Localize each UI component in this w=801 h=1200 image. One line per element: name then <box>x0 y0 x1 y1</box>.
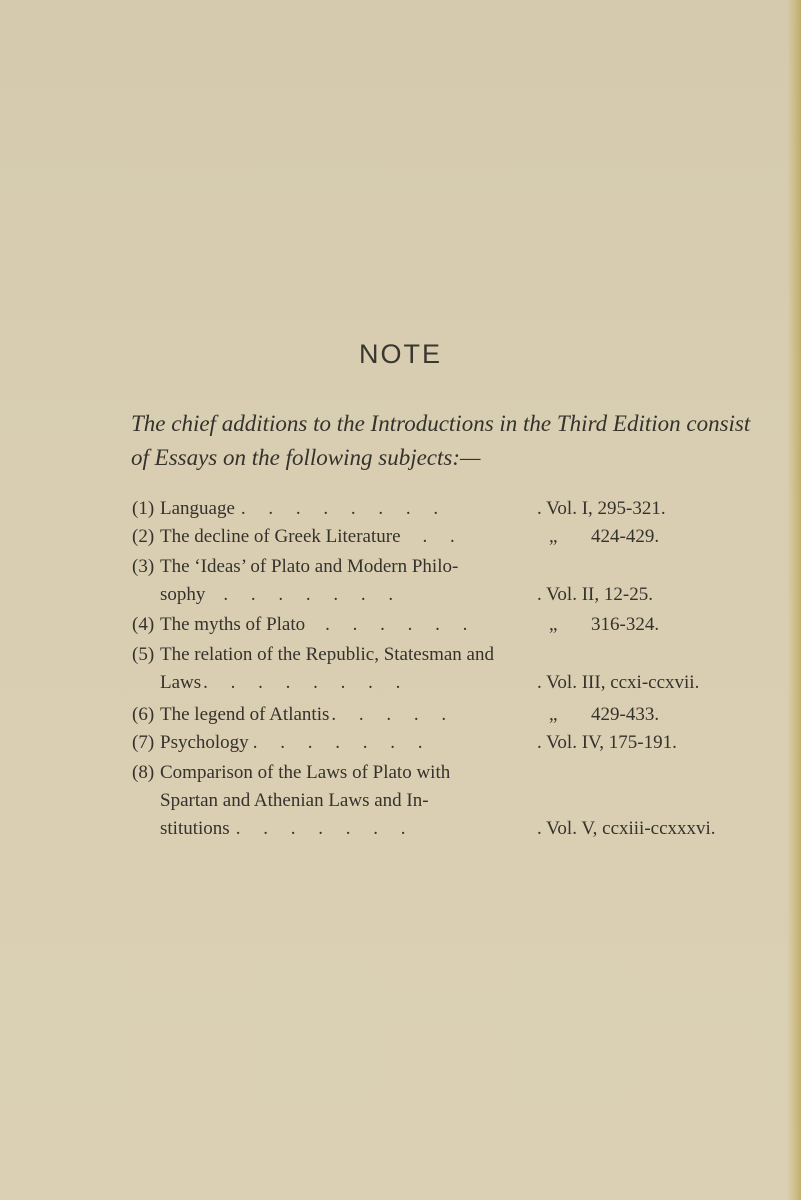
leader-dots: . . . . . . . . <box>203 672 410 693</box>
essay-list <box>132 498 772 839</box>
item-number: (6) <box>132 704 155 725</box>
volume-reference: . Vol. V, ccxiii-ccxxxvi. <box>537 818 716 839</box>
list-item <box>132 614 772 642</box>
volume-reference <box>539 614 659 636</box>
volume-reference <box>539 526 659 548</box>
item-title: Language <box>160 498 235 519</box>
list-item <box>132 526 772 554</box>
list-item-continuation <box>132 790 772 818</box>
volume-reference: . Vol. III, ccxi-ccxvii. <box>537 672 700 693</box>
item-title-continued: Laws <box>160 672 202 693</box>
leader-dots: . . . . . . <box>325 614 477 635</box>
list-item <box>132 498 772 526</box>
list-item-continuation <box>132 818 772 846</box>
volume-reference: . Vol. II, 12-25. <box>537 584 653 605</box>
list-item <box>132 704 772 732</box>
volume-reference <box>539 704 659 726</box>
volume-reference: . Vol. I, 295-321. <box>537 498 666 519</box>
leader-dots: . . . . . . . <box>223 584 403 605</box>
leader-dots: . . . . . . . . <box>240 498 448 519</box>
item-title: The legend of Atlantis <box>160 704 330 725</box>
list-item <box>132 644 772 672</box>
leader-dots: . . . . . <box>331 704 456 725</box>
ditto-mark: „ <box>549 526 558 547</box>
item-title: Psychology <box>160 732 249 753</box>
page-title: NOTE <box>358 339 442 369</box>
item-number: (8) <box>132 762 155 783</box>
item-number: (2) <box>132 526 155 547</box>
list-item <box>132 732 772 760</box>
leader-dots: . . . . . . . <box>235 818 415 839</box>
ditto-mark: „ <box>549 614 558 635</box>
page-edge <box>787 0 801 1200</box>
list-item-continuation <box>132 584 772 612</box>
list-item <box>132 762 772 790</box>
leader-dots: . . . . . . . <box>252 732 432 753</box>
item-number: (4) <box>132 614 155 635</box>
page-range: 424-429. <box>591 526 660 547</box>
item-number: (1) <box>132 498 155 519</box>
list-item-continuation <box>132 672 772 700</box>
item-title: The ‘Ideas’ of Plato and Modern Philo- <box>160 556 459 577</box>
item-title-continued: Spartan and Athenian Laws and In- <box>160 790 429 811</box>
leader-dots: . . <box>422 526 464 547</box>
item-title-continued: stitutions <box>160 818 230 839</box>
page-range: 316-324. <box>591 614 660 635</box>
item-title: The decline of Greek Literature <box>160 526 401 547</box>
volume-reference: . Vol. IV, 175-191. <box>537 732 677 753</box>
intro-paragraph: The chief additions to the Introductions in the Third Edition consist of Essays on the following subjects:— <box>131 411 751 470</box>
list-item <box>132 556 772 584</box>
ditto-mark: „ <box>549 704 558 725</box>
item-number: (7) <box>132 732 155 753</box>
item-title: The relation of the Republic, Statesman and <box>160 644 494 665</box>
item-title-continued: sophy <box>160 584 206 605</box>
item-title: Comparison of the Laws of Plato with <box>160 762 451 783</box>
page-range: 429-433. <box>591 704 660 725</box>
item-number: (3) <box>132 556 155 577</box>
item-number: (5) <box>132 644 155 665</box>
item-title: The myths of Plato <box>160 614 306 635</box>
